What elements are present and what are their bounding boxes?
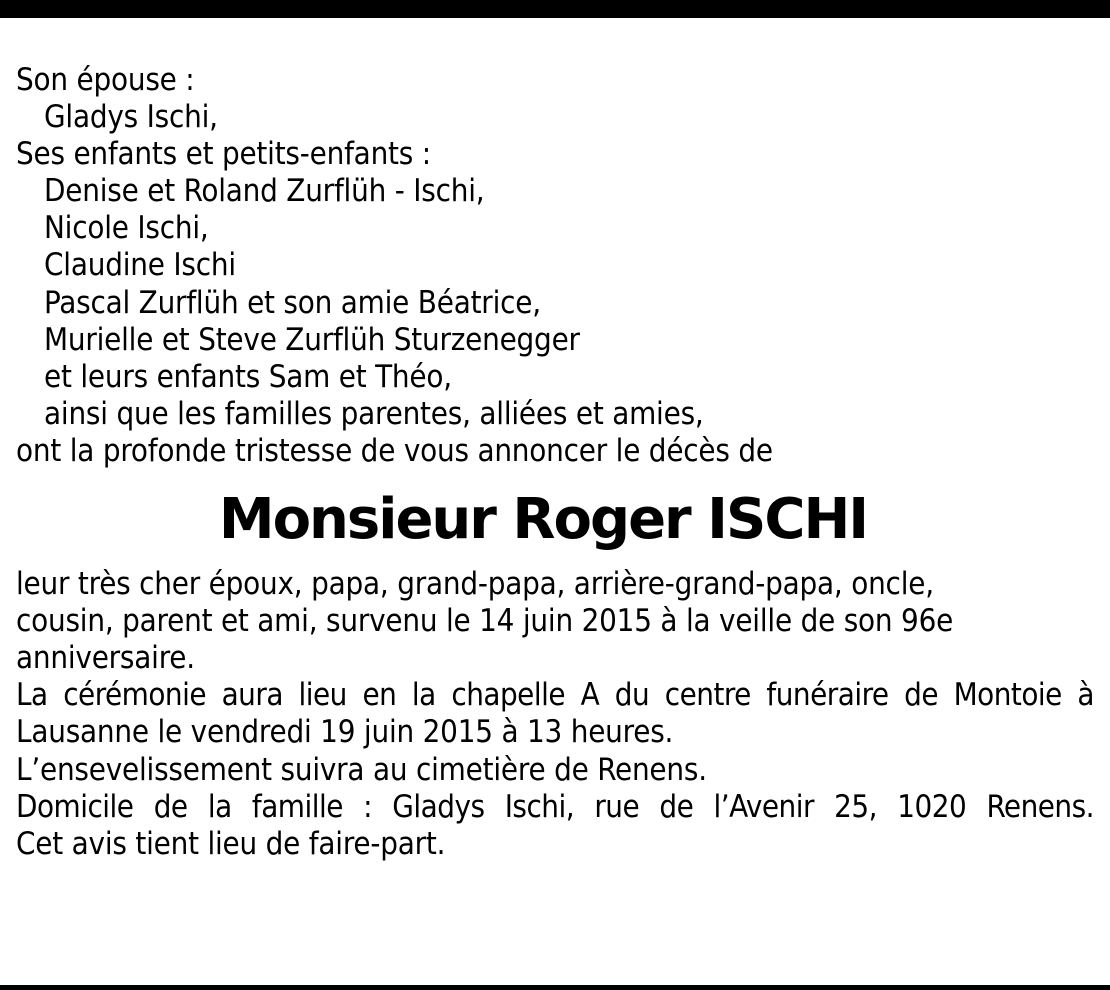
children-heading: Ses enfants et petits-enfants : — [16, 136, 431, 173]
description-line: anniversaire. — [16, 640, 195, 677]
ceremony-line: Lausanne le vendredi 19 juin 2015 à 13 heures. — [16, 714, 674, 751]
closing-line: Cet avis tient lieu de faire-part. — [16, 825, 446, 862]
burial-line: L’ensevelissement suivra au cimetière de Renens. — [16, 751, 707, 788]
announcement-line: ont la profonde tristesse de vous annoncer le décès de — [16, 432, 773, 469]
family-member-line: Pascal Zurflüh et son amie Béatrice, — [44, 284, 541, 321]
ceremony-line: La cérémonie aura lieu en la chapelle A du centre funéraire de Montoie à — [16, 677, 1094, 714]
top-border-rule — [0, 0, 1110, 18]
spouse-name: Gladys Ischi, — [44, 99, 218, 136]
description-line: cousin, parent et ami, survenu le 14 juin 2015 à la veille de son 96e — [16, 603, 954, 640]
family-member-line: Murielle et Steve Zurflüh Sturzenegger — [44, 321, 580, 358]
family-member-line: Claudine Ischi — [44, 247, 236, 284]
description-line: leur très cher époux, papa, grand-papa, arrière-grand-papa, oncle, — [16, 566, 934, 603]
death-notice — [16, 62, 1094, 863]
family-member-line: et leurs enfants Sam et Théo, — [44, 358, 452, 395]
domicile-line: Domicile de la famille : Gladys Ischi, rue de l’Avenir 25, 1020 Renens. — [16, 788, 1094, 825]
family-member-line: ainsi que les familles parentes, alliées et amies, — [44, 395, 704, 432]
family-member-line: Nicole Ischi, — [44, 210, 209, 247]
spouse-heading: Son épouse : — [16, 62, 195, 98]
family-member-line: Denise et Roland Zurflüh - Ischi, — [44, 173, 485, 210]
bottom-border-rule — [0, 985, 1110, 990]
deceased-name-title: Monsieur Roger ISCHI — [218, 487, 868, 553]
